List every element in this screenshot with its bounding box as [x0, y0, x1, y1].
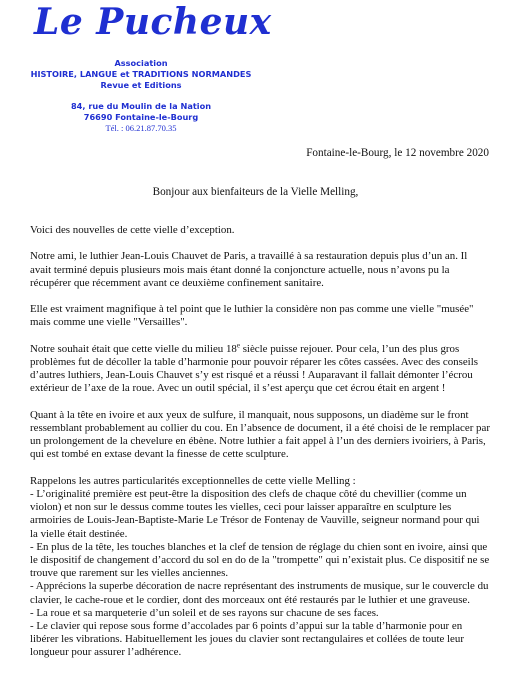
- list-item: - L’originalité première est peut-être la disposition des clefs de chaque côté du chevillier (comme un violon) et non sur le dessus comme toutes les vielles, ceci pour laisser apparaître en sculpture les armoiries de Louis-Jean-Baptiste-Marie Le Trésor de Fontenay de Vauville, seigneur normand pour qui la vielle était destinée.: [30, 487, 480, 540]
- paragraph: Quant à la tête en ivoire et aux yeux de sulfure, il manquait, nous supposons, un diadème sur le front ressemblant probablement au collier du cou. En l’absence de document, il a été choisi de le remplacer par un prolongement de la chevelure en ébène. Notre luthier a fait appel à l’un des derniers ivoiriers, à Paris, qui est tombé en extase devant la finesse de cette sculpture.: [30, 408, 490, 461]
- telephone: Tél. : 06.21.87.70.35: [105, 123, 177, 133]
- address-line: 84, rue du Moulin de la Nation: [70, 101, 212, 111]
- list-item: - En plus de la tête, les touches blanches et la clef de tension de réglage du chien sont en ivoire, ainsi que le dispositif de changement d’accord du sol en do de la "trompette" qui n’existait plus. Ce dispositif ne se trouve que rarement sur les vielles anciennes.: [30, 540, 490, 580]
- letter-date: Fontaine-le-Bourg, le 12 novembre 2020: [306, 147, 489, 159]
- paragraph: Rappelons les autres particularités exceptionnelles de cette vielle Melling :: [30, 474, 356, 487]
- address-block: [0, 101, 282, 134]
- paragraph: [30, 343, 490, 396]
- association-line: Revue et Editions: [100, 80, 182, 90]
- logo: Le Pucheux: [34, 1, 272, 43]
- letter-greeting: Bonjour aux bienfaiteurs de la Vielle Melling,: [152, 186, 359, 198]
- paragraph: Notre ami, le luthier Jean-Louis Chauvet de Paris, a travaillé à sa restauration depuis plus d’un an. Il avait terminé depuis plusieurs mois mais étant donné la conjoncture actuelle, nous n’avons pu la récupérer que récemment avant ce deuxième confinement sanitaire.: [30, 250, 468, 289]
- address-line: 76690 Fontaine-le-Bourg: [83, 112, 199, 122]
- list-item: - Apprécions la superbe décoration de nacre représentant des instruments de musique, sur le couvercle du clavier, le cache-roue et le cordier, dont des morceaux ont été restaurés par le luthier et une graveuse.: [30, 580, 489, 606]
- list-item: - La roue et sa marqueterie d’un soleil et de ses rayons sur chacune de ses faces.: [30, 606, 379, 619]
- paragraph-text: Notre souhait était que cette vielle du milieu 18: [30, 342, 237, 355]
- paragraph-text: siècle puisse rejouer. Pour cela, l’un des plus gros problèmes fut de décoller la table d’harmonie pour pouvoir réparer les côtes cassées. Avec des conseils d’autres luthiers, Jean-Louis Chauvet s’y est risqué et a réussi ! Auparavant il fallait démonter l’écrou extérieur de l’axe de la roue. Avec un outil spécial, il s’est aperçu que cet écrou était en argent !: [30, 342, 478, 395]
- list-item: - Le clavier qui repose sous forme d’accolades par 6 points d’appui sur la table d’harmonie pour en libérer les vibrations. Habituellement les joues du clavier sont rectangulaires et collées de toute leur longueur pour assurer l’adhérence.: [30, 620, 464, 659]
- paragraph: Elle est vraiment magnifique à tel point que le luthier la considère non pas comme une vielle "musée" mais comme une vielle "Versailles".: [30, 303, 474, 329]
- letter-body: [30, 224, 490, 660]
- association-line: HISTOIRE, LANGUE et TRADITIONS NORMANDES: [30, 69, 252, 79]
- association-line: Association: [114, 58, 168, 68]
- association-block: [0, 58, 282, 91]
- superscript: e: [236, 341, 240, 350]
- paragraph: Voici des nouvelles de cette vielle d’exception.: [30, 224, 235, 236]
